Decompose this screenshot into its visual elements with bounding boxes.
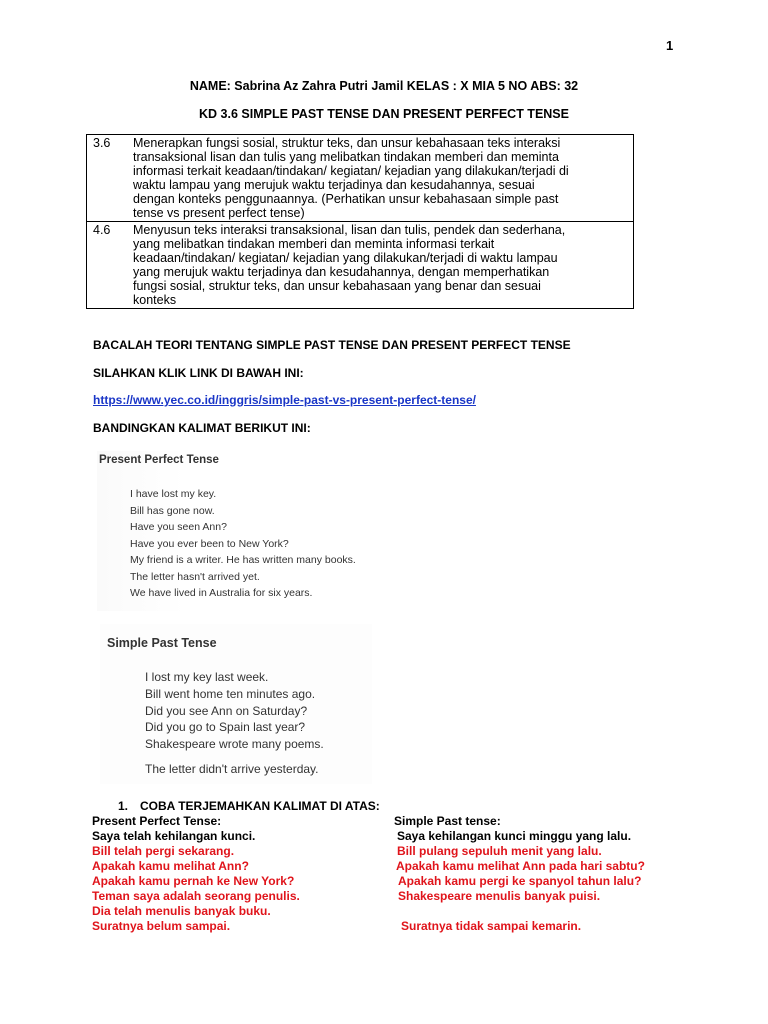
simple-past-example-image xyxy=(100,624,372,784)
example-sentence: Did you go to Spain last year? xyxy=(145,720,306,734)
example-sentence: I have lost my key. xyxy=(130,488,217,500)
kd-code: 3.6 xyxy=(87,135,130,222)
translation-left: Apakah kamu melihat Ann? xyxy=(92,859,249,873)
example-sentence: Shakespeare wrote many poems. xyxy=(145,737,324,751)
page-number: 1 xyxy=(666,38,674,53)
translation-left: Dia telah menulis banyak buku. xyxy=(92,904,271,918)
kd-desc-line: fungsi sosial, struktur teks, dan unsur kebahasaan yang benar dan sesuai xyxy=(133,279,541,293)
kd-code: 4.6 xyxy=(87,222,130,309)
simple-past-heading: Simple Past tense: xyxy=(394,814,501,828)
kd-table xyxy=(86,134,634,309)
translation-right: Apakah kamu melihat Ann pada hari sabtu? xyxy=(396,859,645,873)
kd-row-4-6 xyxy=(87,222,634,309)
translation-right: Bill pulang sepuluh menit yang lalu. xyxy=(397,844,602,858)
kd-desc-line: waktu lampau yang merujuk waktu terjadinya dan kesudahannya, sesuai xyxy=(133,178,535,192)
example-sentence: My friend is a writer. He has written many books. xyxy=(130,554,356,566)
example-title: Present Perfect Tense xyxy=(99,454,219,466)
kd-desc-line: informasi terkait keadaan/tindakan/ kegiatan/ kejadian yang dilakukan/terjadi di xyxy=(133,164,569,178)
kd-desc-line: keadaan/tindakan/ kegiatan/ kejadian yang dilakukan/terjadi di waktu lampau xyxy=(133,251,558,265)
read-instruction: BACALAH TEORI TENTANG SIMPLE PAST TENSE DAN PRESENT PERFECT TENSE xyxy=(93,338,571,352)
kd-desc-line: transaksional lisan dan tulis yang melibatkan tindakan memberi dan meminta xyxy=(133,150,559,164)
translation-right: Apakah kamu pergi ke spanyol tahun lalu? xyxy=(398,874,642,888)
kd-desc-line: tense vs present perfect tense) xyxy=(133,206,305,220)
translation-left: Teman saya adalah seorang penulis. xyxy=(92,889,300,903)
example-sentence: Have you seen Ann? xyxy=(130,521,227,533)
example-sentence: The letter didn't arrive yesterday. xyxy=(145,762,319,776)
example-sentence: Have you ever been to New York? xyxy=(130,538,289,550)
kd-title: KD 3.6 SIMPLE PAST TENSE DAN PRESENT PERFECT TENSE xyxy=(199,107,569,121)
kd-desc-line: dengan konteks penggunaannya. (Perhatikan unsur kebahasaan simple past xyxy=(133,192,559,206)
kd-desc-line: Menerapkan fungsi sosial, struktur teks, dan unsur kebahasaan teks interaksi xyxy=(133,136,561,150)
translation-right: Shakespeare menulis banyak puisi. xyxy=(398,889,601,903)
translation-left: Bill telah pergi sekarang. xyxy=(92,844,235,858)
example-sentence: Did you see Ann on Saturday? xyxy=(145,704,308,718)
kd-desc-line: Menyusun teks interaksi transaksional, lisan dan tulis, pendek dan sederhana, xyxy=(133,223,566,237)
translation-left: Saya telah kehilangan kunci. xyxy=(92,829,256,843)
example-sentence: We have lived in Australia for six years. xyxy=(130,587,313,599)
kd-description xyxy=(129,222,634,309)
example-sentence: Bill went home ten minutes ago. xyxy=(145,687,316,701)
click-instruction: SILAHKAN KLIK LINK DI BAWAH INI: xyxy=(93,366,304,380)
theory-link[interactable]: https://www.yec.co.id/inggris/simple-past-vs-present-perfect-tense/ xyxy=(93,393,476,407)
translation-left: Suratnya belum sampai. xyxy=(92,919,231,933)
example-sentence: The letter hasn't arrived yet. xyxy=(130,571,260,583)
question-heading xyxy=(118,799,380,813)
translation-right: Suratnya tidak sampai kemarin. xyxy=(401,919,582,933)
kd-desc-line: yang melibatkan tindakan memberi dan meminta informasi terkait xyxy=(133,237,495,251)
example-sentence: Bill has gone now. xyxy=(130,505,215,517)
example-title: Simple Past Tense xyxy=(107,636,217,650)
translation-left: Apakah kamu pernah ke New York? xyxy=(92,874,295,888)
present-perfect-example-image xyxy=(97,451,395,611)
present-perfect-heading: Present Perfect Tense: xyxy=(92,814,222,828)
question-text: COBA TERJEMAHKAN KALIMAT DI ATAS: xyxy=(140,799,380,813)
example-sentence: I lost my key last week. xyxy=(145,670,269,684)
kd-description xyxy=(129,135,634,222)
question-number: 1. xyxy=(118,799,129,813)
translation-right: Saya kehilangan kunci minggu yang lalu. xyxy=(397,829,632,843)
compare-instruction: BANDINGKAN KALIMAT BERIKUT INI: xyxy=(93,421,311,435)
kd-desc-line: yang merujuk waktu terjadinya dan kesudahannya, dengan memperhatikan xyxy=(133,265,550,279)
student-name-line: NAME: Sabrina Az Zahra Putri Jamil KELAS : X MIA 5 NO ABS: 32 xyxy=(189,79,579,93)
kd-row-3-6 xyxy=(87,135,634,222)
kd-desc-line: konteks xyxy=(133,293,177,307)
